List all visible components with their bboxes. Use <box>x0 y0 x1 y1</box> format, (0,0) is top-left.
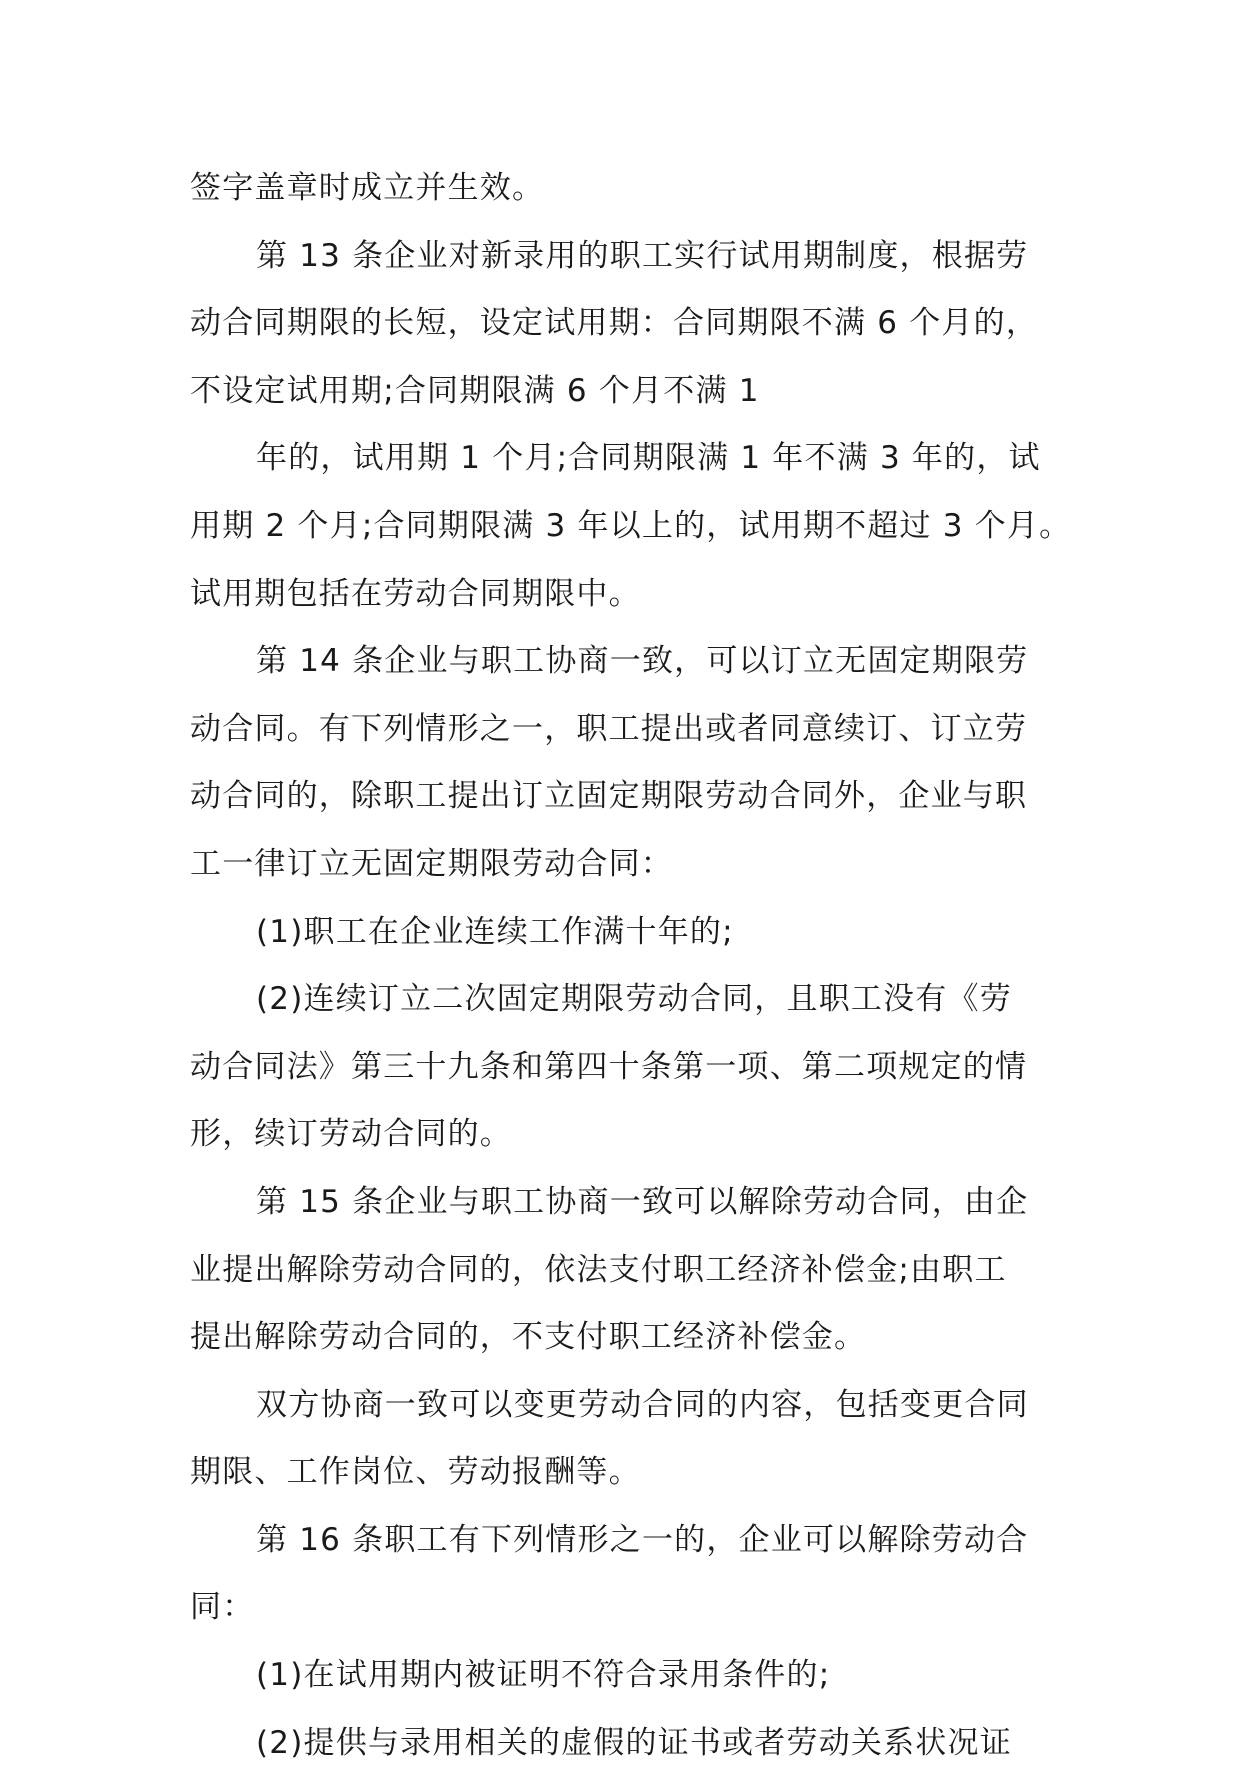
text-line: 动合同。有下列情形之一，职工提出或者同意续订、订立劳 <box>190 710 1028 747</box>
text-line: 第 13 条企业对新录用的职工实行试用期制度，根据劳 <box>256 237 1029 274</box>
text-line: 提出解除劳动合同的，不支付职工经济补偿金。 <box>190 1319 867 1356</box>
text-line: 第 15 条企业与职工协商一致可以解除劳动合同，由企 <box>256 1183 1029 1220</box>
text-line: 动合同期限的长短，设定试用期：合同期限不满 6 个月的， <box>190 305 1039 342</box>
text-line: 年的，试用期 1 个月;合同期限满 1 年不满 3 年的，试 <box>256 440 1041 477</box>
text-line: 业提出解除劳动合同的，依法支付职工经济补偿金;由职工 <box>190 1251 1007 1288</box>
text-line: (1)在试用期内被证明不符合录用条件的; <box>256 1657 831 1694</box>
text-line: 形，续订劳动合同的。 <box>190 1116 512 1153</box>
text-line: 同： <box>190 1589 255 1626</box>
text-line: 动合同法》第三十九条和第四十条第一项、第二项规定的情 <box>190 1048 1028 1085</box>
text-line: 工一律订立无固定期限劳动合同： <box>190 845 673 882</box>
text-line: (2)提供与录用相关的虚假的证书或者劳动关系状况证 <box>256 1724 1012 1761</box>
text-line: 签字盖章时成立并生效。 <box>190 170 545 206</box>
text-line: 动合同的，除职工提出订立固定期限劳动合同外，企业与职 <box>190 778 1028 815</box>
text-line: 第 14 条企业与职工协商一致，可以订立无固定期限劳 <box>256 643 1029 680</box>
text-line: 不设定试用期;合同期限满 6 个月不满 1 <box>190 372 760 409</box>
text-line: 试用期包括在劳动合同期限中。 <box>190 575 641 612</box>
text-line: (1)职工在企业连续工作满十年的; <box>256 913 734 950</box>
text-line: (2)连续订立二次固定期限劳动合同，且职工没有《劳 <box>256 981 1012 1018</box>
text-line: 期限、工作岗位、劳动报酬等。 <box>190 1454 641 1491</box>
text-line: 第 16 条职工有下列情形之一的，企业可以解除劳动合 <box>256 1521 1029 1558</box>
document-body <box>190 155 1070 1777</box>
text-line: 用期 2 个月;合同期限满 3 年以上的，试用期不超过 3 个月。 <box>190 507 1072 544</box>
text-line: 双方协商一致可以变更劳动合同的内容，包括变更合同 <box>256 1386 1029 1423</box>
